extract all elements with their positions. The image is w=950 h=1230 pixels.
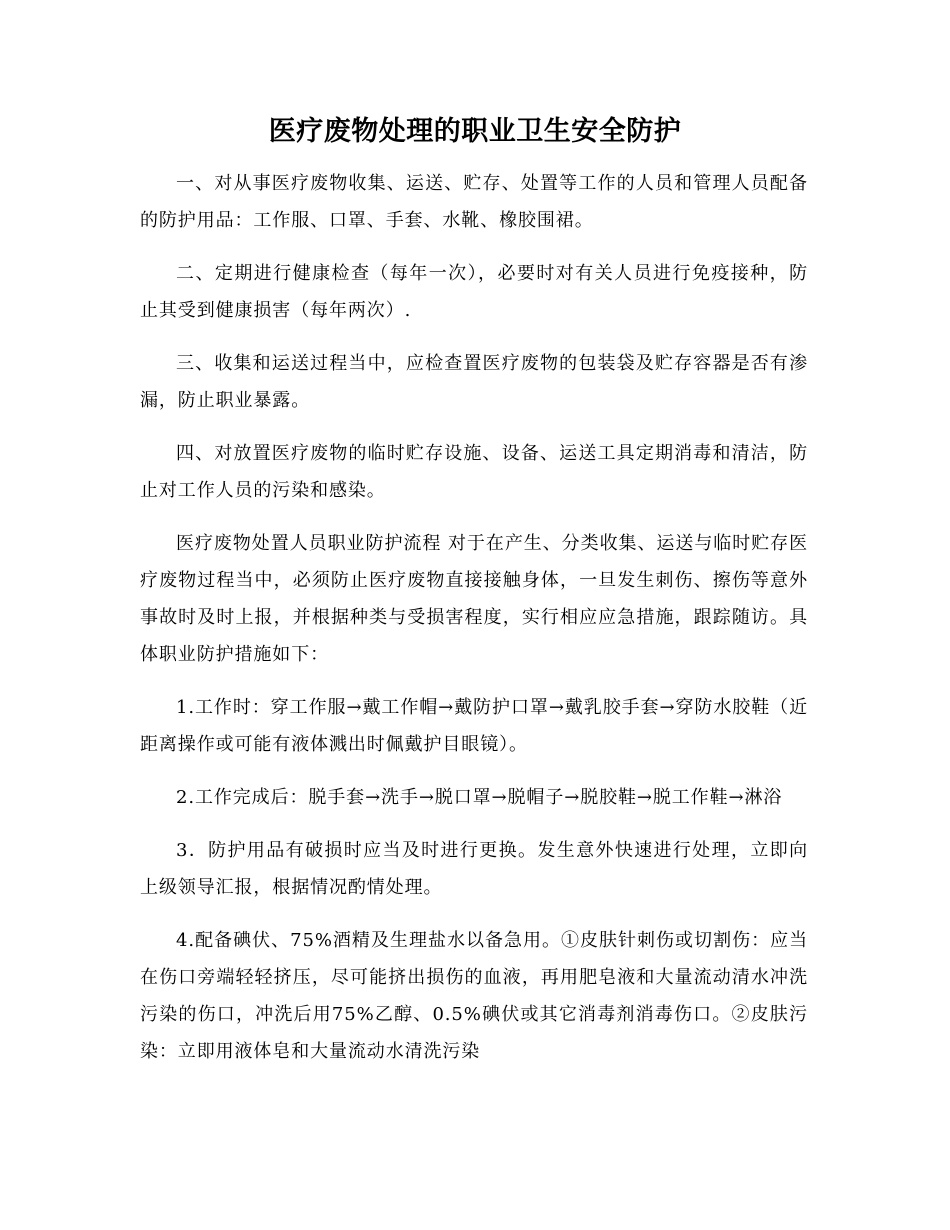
paragraph-protection-process: 医疗废物处置人员职业防护流程 对于在产生、分类收集、运送与临时贮存医疗废物过程当中，必须防止医疗废物直接接触身体，一旦发生刺伤、擦伤等意外事故时及时上报，并根据种类与受损害程度，实行相应应急措施，跟踪随访。具体职业防护措施如下： (140, 533, 808, 665)
paragraph-step-3-damaged-equipment: 3．防护用品有破损时应当及时进行更换。发生意外快速进行处理，立即向上级领导汇报，根据情况酌情处理。 (140, 840, 808, 898)
paragraph-disinfection: 四、对放置医疗废物的临时贮存设施、设备、运送工具定期消毒和清洁，防止对工作人员的污染和感染。 (140, 443, 808, 501)
page-title: 医疗废物处理的职业卫生安全防护 (268, 116, 682, 147)
paragraph-protective-equipment: 一、对从事医疗废物收集、运送、贮存、处置等工作的人员和管理人员配备的防护用品：工作服、口罩、手套、水靴、橡胶围裙。 (140, 173, 808, 231)
paragraph-health-check: 二、定期进行健康检查（每年一次），必要时对有关人员进行免疫接种，防止其受到健康损害（每年两次）. (140, 263, 808, 321)
paragraph-step-4-first-aid: 4.配备碘伏、75%酒精及生理盐水以备急用。①皮肤针刺伤或切割伤：应当在伤口旁端轻轻挤压，尽可能挤出损伤的血液，再用肥皂液和大量流动清水冲洗污染的伤口，冲洗后用75%乙醇、0.5%碘伏或其它消毒剂消毒伤口。②皮肤污染：立即用液体皂和大量流动水清洗污染 (140, 930, 808, 1062)
paragraph-step-2-after-work: 2.工作完成后：脱手套→洗手→脱口罩→脱帽子→脱胶鞋→脱工作鞋→淋浴 (176, 787, 783, 808)
paragraph-step-1-working: 1.工作时：穿工作服→戴工作帽→戴防护口罩→戴乳胶手套→穿防水胶鞋（近距离操作或可能有液体溅出时佩戴护目眼镜）。 (140, 697, 808, 755)
paragraph-leak-inspection: 三、收集和运送过程当中，应检查置医疗废物的包装袋及贮存容器是否有渗漏，防止职业暴露。 (140, 353, 808, 411)
document-body (140, 165, 808, 1086)
